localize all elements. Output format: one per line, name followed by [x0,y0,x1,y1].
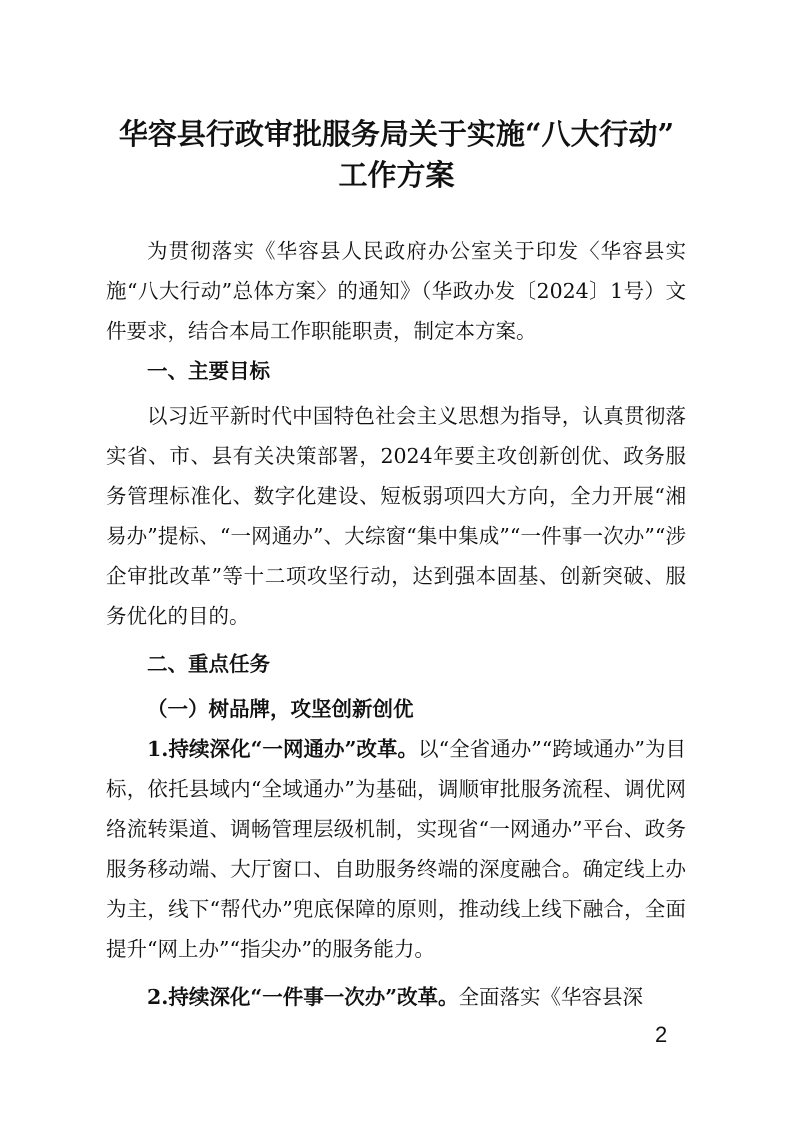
page-number: 2 [655,1022,668,1047]
spacer [106,969,686,977]
document-title-line1: 华容县行政审批服务局关于实施“八大行动” [118,117,675,151]
task-item-2-text: 全面落实《华容县深 [458,985,643,1009]
task-item-1-text: 以“全省通办”“跨域通办”为目标，依托县域内“全域通办”为基础，调顺审批服务流程、调优网络流转渠道、调畅管理层级机制，实现省“一网通办”平台、政务服务移动端、大厅窗口、自助服务终端的深度融合。确定线上办为主，线下“帮代办”兜底保障的原则，推动线上线下融合，全面提升“网上办”“指尖办”的服务能力。 [106,737,687,961]
task-item-1-lead: 1.持续深化“一网通办”改革。 [147,737,419,761]
main-goals-paragraph: 以习近平新时代中国特色社会主义思想为指导，认真贯彻落实省、市、县有关决策部署，2024年要主攻创新创优、政务服务管理标准化、数字化建设、短板弱项四大方向，全力开展“湘易办”提标、“一网通办”、大综窗“集中集成”“一件事一次办”“涉企审批改革”等十二项攻坚行动，达到强本固基、创新突破、服务优化的目的。 [106,404,686,628]
task-item-2-lead: 2.持续深化“一件事一次办”改革。 [147,985,459,1009]
intro-paragraph: 为贯彻落实《华容县人民政府办公室关于印发〈华容县实施“八大行动”总体方案〉的通知》（华政办发〔2024〕1号）文件要求，结合本局工作职能职责，制定本方案。 [106,239,686,343]
task-item-2 [106,977,686,1017]
spacer [106,636,686,644]
subsection-heading-brand: （一）树品牌，攻坚创新创优 [147,697,414,721]
document-title-line2: 工作方案 [338,158,455,192]
task-item-1 [106,729,686,969]
section-heading-main-goals: 一、主要目标 [147,359,270,383]
section-heading-key-tasks: 二、重点任务 [147,652,270,676]
document-body [106,231,686,1017]
